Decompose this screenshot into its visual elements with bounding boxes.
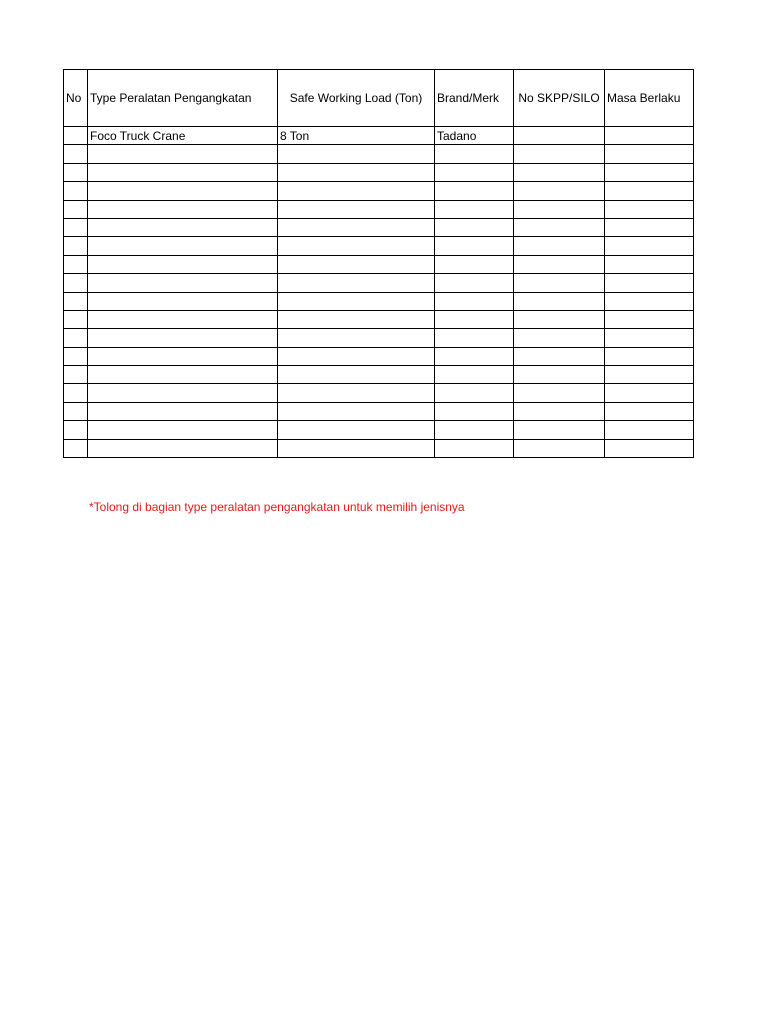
cell-equipment-type: [88, 366, 278, 384]
header-equipment-type: Type Peralatan Pengangkatan: [88, 70, 278, 127]
cell-no: [64, 384, 88, 402]
cell-brand: [435, 182, 514, 200]
cell-brand: [435, 200, 514, 218]
cell-no: [64, 274, 88, 292]
table-row: [64, 421, 694, 439]
cell-no: [64, 200, 88, 218]
cell-skpp-silo: [514, 421, 605, 439]
cell-brand: [435, 439, 514, 457]
table-row: [64, 402, 694, 420]
cell-skpp-silo: [514, 292, 605, 310]
cell-skpp-silo: [514, 182, 605, 200]
cell-equipment-type: [88, 347, 278, 365]
cell-validity: [605, 310, 694, 328]
cell-skpp-silo: [514, 329, 605, 347]
header-safe-working-load: Safe Working Load (Ton): [278, 70, 435, 127]
cell-safe-working-load: [278, 329, 435, 347]
cell-safe-working-load: [278, 163, 435, 181]
cell-skpp-silo: [514, 310, 605, 328]
cell-validity: [605, 329, 694, 347]
table-row: [64, 274, 694, 292]
header-row: [64, 70, 694, 127]
cell-safe-working-load: [278, 310, 435, 328]
cell-equipment-type: [88, 402, 278, 420]
cell-safe-working-load: [278, 200, 435, 218]
cell-equipment-type: Foco Truck Crane: [88, 127, 278, 145]
cell-validity: [605, 421, 694, 439]
cell-skpp-silo: [514, 255, 605, 273]
cell-safe-working-load: [278, 145, 435, 163]
cell-validity: [605, 274, 694, 292]
table-row: [64, 255, 694, 273]
cell-safe-working-load: [278, 274, 435, 292]
table-row: [64, 127, 694, 145]
table-row: [64, 384, 694, 402]
table-row: [64, 163, 694, 181]
cell-no: [64, 255, 88, 273]
cell-safe-working-load: [278, 384, 435, 402]
cell-no: [64, 237, 88, 255]
cell-safe-working-load: [278, 255, 435, 273]
cell-skpp-silo: [514, 347, 605, 365]
cell-skpp-silo: [514, 402, 605, 420]
cell-equipment-type: [88, 237, 278, 255]
cell-brand: [435, 421, 514, 439]
header-no: No: [64, 70, 88, 127]
cell-no: [64, 292, 88, 310]
cell-skpp-silo: [514, 439, 605, 457]
cell-equipment-type: [88, 274, 278, 292]
cell-validity: [605, 145, 694, 163]
cell-validity: [605, 347, 694, 365]
instruction-note: *Tolong di bagian type peralatan pengangkatan untuk memilih jenisnya: [89, 500, 465, 514]
cell-brand: [435, 347, 514, 365]
cell-no: [64, 145, 88, 163]
cell-equipment-type: [88, 163, 278, 181]
cell-no: [64, 402, 88, 420]
cell-brand: Tadano: [435, 127, 514, 145]
cell-equipment-type: [88, 421, 278, 439]
table-row: [64, 218, 694, 236]
table-row: [64, 439, 694, 457]
cell-validity: [605, 384, 694, 402]
cell-validity: [605, 402, 694, 420]
cell-safe-working-load: [278, 402, 435, 420]
cell-safe-working-load: [278, 218, 435, 236]
cell-equipment-type: [88, 145, 278, 163]
cell-brand: [435, 329, 514, 347]
cell-validity: [605, 439, 694, 457]
cell-validity: [605, 200, 694, 218]
header-skpp-silo: No SKPP/SILO: [514, 70, 605, 127]
table-row: [64, 347, 694, 365]
cell-skpp-silo: [514, 163, 605, 181]
cell-brand: [435, 255, 514, 273]
cell-no: [64, 310, 88, 328]
cell-brand: [435, 366, 514, 384]
cell-equipment-type: [88, 384, 278, 402]
table-row: [64, 237, 694, 255]
cell-no: [64, 182, 88, 200]
cell-brand: [435, 292, 514, 310]
cell-no: [64, 329, 88, 347]
table-row: [64, 366, 694, 384]
cell-equipment-type: [88, 439, 278, 457]
cell-skpp-silo: [514, 384, 605, 402]
cell-brand: [435, 402, 514, 420]
equipment-table: [63, 69, 694, 458]
cell-equipment-type: [88, 182, 278, 200]
cell-skpp-silo: [514, 274, 605, 292]
cell-no: [64, 366, 88, 384]
header-brand: Brand/Merk: [435, 70, 514, 127]
cell-equipment-type: [88, 329, 278, 347]
cell-validity: [605, 218, 694, 236]
cell-brand: [435, 218, 514, 236]
cell-brand: [435, 384, 514, 402]
cell-equipment-type: [88, 200, 278, 218]
table-row: [64, 292, 694, 310]
table-row: [64, 145, 694, 163]
table-row: [64, 182, 694, 200]
cell-equipment-type: [88, 292, 278, 310]
table-body: [64, 127, 694, 458]
cell-brand: [435, 163, 514, 181]
cell-safe-working-load: [278, 292, 435, 310]
cell-skpp-silo: [514, 200, 605, 218]
cell-skpp-silo: [514, 145, 605, 163]
cell-safe-working-load: [278, 347, 435, 365]
cell-brand: [435, 274, 514, 292]
cell-validity: [605, 182, 694, 200]
cell-safe-working-load: [278, 421, 435, 439]
cell-equipment-type: [88, 310, 278, 328]
cell-safe-working-load: [278, 439, 435, 457]
cell-brand: [435, 237, 514, 255]
cell-equipment-type: [88, 218, 278, 236]
table-row: [64, 310, 694, 328]
cell-validity: [605, 237, 694, 255]
cell-validity: [605, 163, 694, 181]
cell-no: [64, 347, 88, 365]
cell-equipment-type: [88, 255, 278, 273]
cell-no: [64, 439, 88, 457]
table-row: [64, 329, 694, 347]
cell-validity: [605, 255, 694, 273]
cell-safe-working-load: 8 Ton: [278, 127, 435, 145]
cell-safe-working-load: [278, 182, 435, 200]
cell-skpp-silo: [514, 237, 605, 255]
cell-skpp-silo: [514, 218, 605, 236]
cell-safe-working-load: [278, 366, 435, 384]
cell-validity: [605, 292, 694, 310]
cell-validity: [605, 366, 694, 384]
cell-validity: [605, 127, 694, 145]
table-row: [64, 200, 694, 218]
cell-brand: [435, 145, 514, 163]
cell-brand: [435, 310, 514, 328]
cell-no: [64, 163, 88, 181]
header-validity: Masa Berlaku: [605, 70, 694, 127]
cell-skpp-silo: [514, 127, 605, 145]
cell-no: [64, 218, 88, 236]
cell-no: [64, 127, 88, 145]
cell-safe-working-load: [278, 237, 435, 255]
cell-skpp-silo: [514, 366, 605, 384]
cell-no: [64, 421, 88, 439]
